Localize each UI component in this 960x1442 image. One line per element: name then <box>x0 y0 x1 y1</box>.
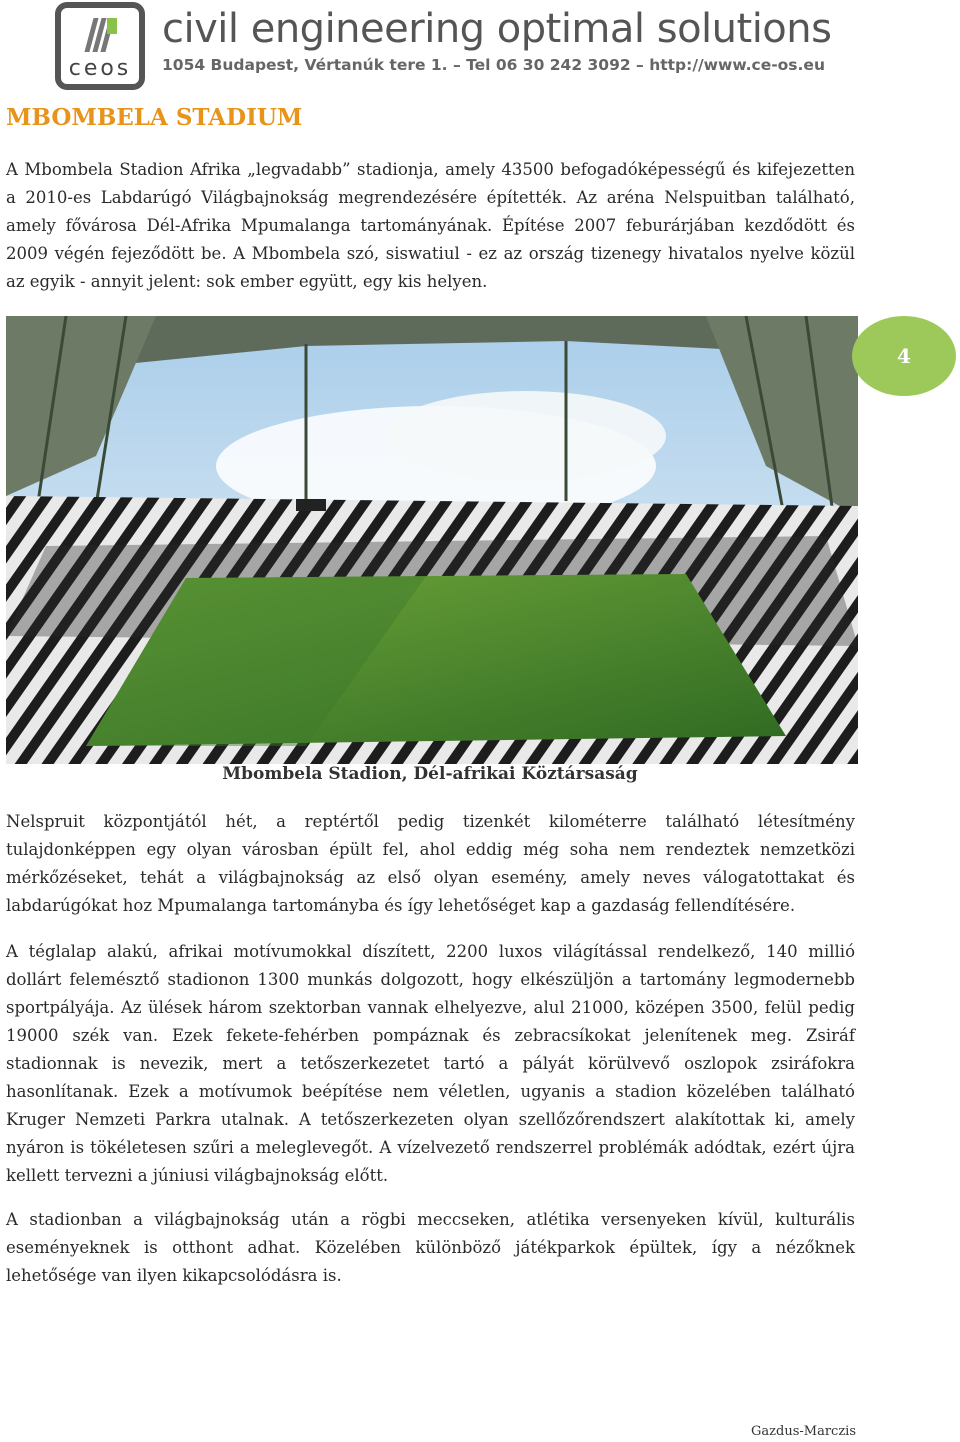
logo-stripes-icon <box>87 18 115 54</box>
body-paragraph-design: A téglalap alakú, afrikai motívumokkal díszített, 2200 luxos világítással rendelkező, 140 millió dollárt felemésztő stadionon 1300 munkás dolgozott, hogy elkészüljön a tartomány legmodernebb sportpályája. Az ülések három szektorban vannak elhelyezve, alul 21000, középen 3500, felül pedig 19000 szék van. Ezek fekete-fehérben pompáznak és zebracsíkokat jelenítenek meg. Zsiráf stadionnak is nevezik, mert a tetőszerkezetet tartó a pályát körülvevő oszlopok zsiráfokra hasonlítanak. Ezek a motívumok beépítése nem véletlen, ugyanis a stadion közelében található Kruger Nemzeti Parkra utalnak. A tetőszerkezeten olyan szellőzőrendszert alakítottak ki, amely nyáron is tökéletesen szűri a meleglevegőt. A vízelvezető rendszerrel problémák adódtak, ezért újra kellett tervezni a júniusi világbajnokság előtt. <box>6 942 855 1185</box>
body-paragraph-location: Nelspruit központjától hét, a reptértől pedig tizenkét kilométerre található létesítmény tulajdonképpen egy olyan városban épült fel, ahol eddig még soha nem rendeztek nemzetközi mérkőzéseket, tehát a világbajnokság az első olyan esemény, amely neves válogatottakat és labdarúgókat hoz Mpumalanga tartományba és így lehetőséget kap a gazdaság fellendítésére. <box>6 812 855 915</box>
stadium-photo <box>6 316 858 764</box>
ceos-logo <box>55 2 145 90</box>
page-title: MBOMBELA STADIUM <box>6 104 303 131</box>
stadium-illustration <box>6 316 858 764</box>
page-header <box>0 0 960 95</box>
body-paragraph-usage: A stadionban a világbajnokság után a rögbi meccseken, atlétika versenyeken kívül, kulturális eseményeknek is otthont adhat. Közelében különböző játékparkok épültek, így a nézőknek lehetősége van ilyen kikapcsolódásra is. <box>6 1210 855 1285</box>
photo-caption: Mbombela Stadion, Dél-afrikai Köztársaság <box>222 764 638 784</box>
logo-text: ceos <box>68 56 132 81</box>
brand-title: civil engineering optimal solutions <box>162 6 832 52</box>
intro-paragraph: A Mbombela Stadion Afrika „legvadabb” stadionja, amely 43500 befogadóképességű és kifejezetten a 2010-es Labdarúgó Világbajnokság megrendezésére építették. Az aréna Nelspuitban található, amely fővárosa Dél-Afrika Mpumalanga tartományának. Építése 2007 feburárjában kezdődött és 2009 végén fejeződött be. A Mbombela szó, siswatiul - ez az ország tizenegy hivatalos nyelve közül az egyik - annyit jelent: sok ember együtt, egy kis helyen. <box>6 160 855 291</box>
brand-contact-line: 1054 Budapest, Vértanúk tere 1. – Tel 06 30 242 3092 – http://www.ce-os.eu <box>162 56 825 74</box>
footer-author: Gazdus-Marczis <box>751 1424 856 1439</box>
page-number-badge: 4 <box>852 316 956 396</box>
